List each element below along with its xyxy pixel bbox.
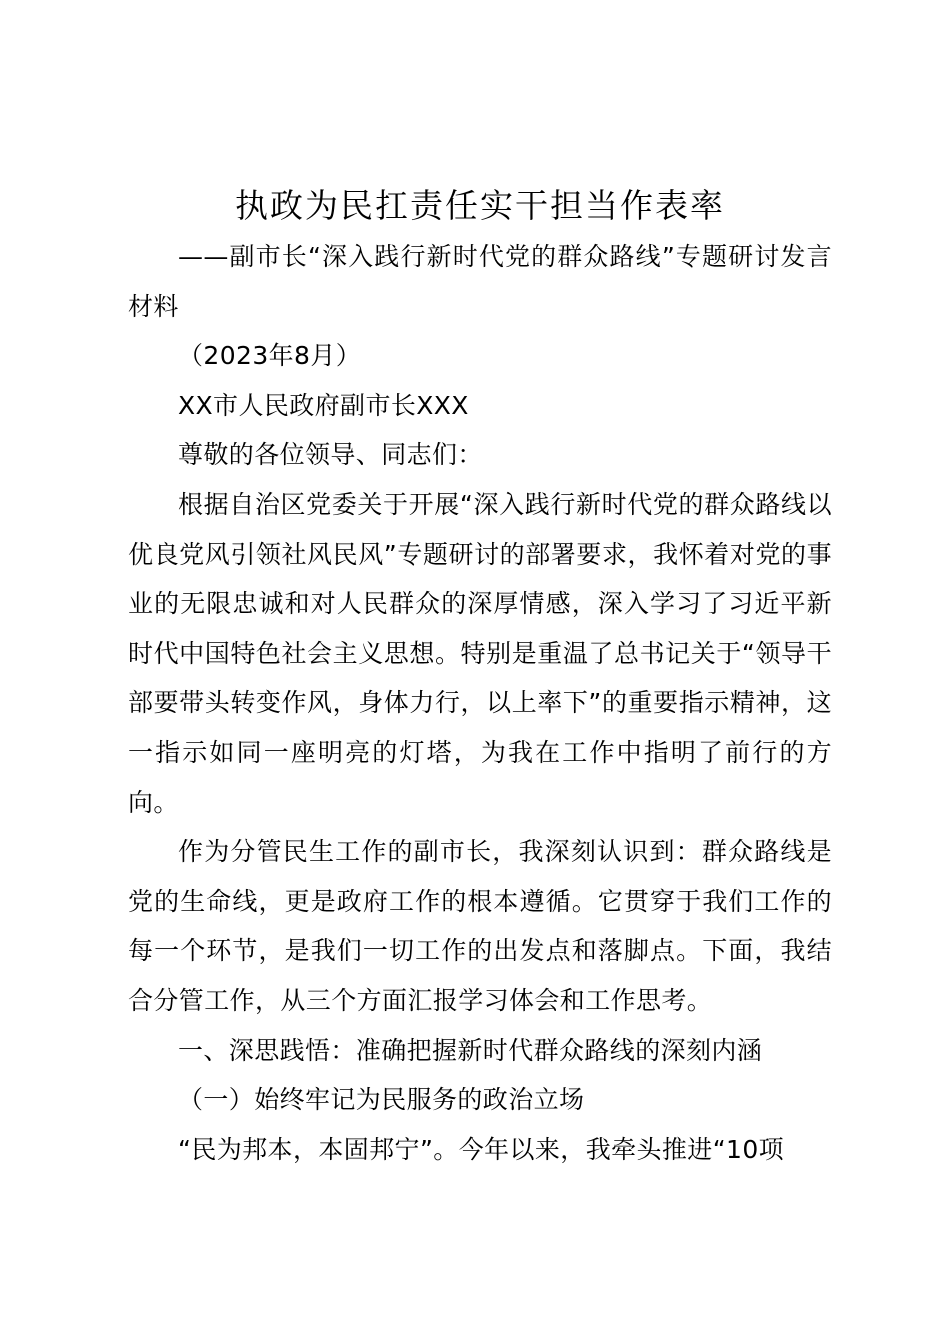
document-date: （2023年8月） [178, 341, 362, 371]
paragraph-intro: 根据自治区党委关于开展“深入践行新时代党的群众路线以优良党风引领社风民风”专题研讨的部署要求，我怀着对党的事业的无限忠诚和对人民群众的深厚情感，深入学习了习近平新时代中国特色社会主义思想。特别是重温了总书记关于“领导干部要带头转变作风，身体力行，以上率下”的重要指示精神，这一指示如同一座明亮的灯塔，为我在工作中指明了前行的方向。 [128, 489, 832, 817]
document-subtitle: ——副市长“深入践行新时代党的群众路线”专题研讨发言材料 [128, 242, 832, 321]
document-title: 执政为民扛责任实干担当作表率 [235, 186, 725, 225]
paragraph-continued: “民为邦本，本固邦宁”。今年以来，我牵头推进“10项 [178, 1134, 785, 1164]
paragraph-role: 作为分管民生工作的副市长，我深刻认识到：群众路线是党的生命线，更是政府工作的根本遵循。它贯穿于我们工作的每一个环节，是我们一切工作的出发点和落脚点。下面，我结合分管工作，从三个方面汇报学习体会和工作思考。 [128, 837, 832, 1015]
document-author: XX市人民政府副市长XXX [178, 390, 469, 420]
salutation: 尊敬的各位领导、同志们： [178, 440, 483, 470]
subsection-heading: （一）始终牢记为民服务的政治立场 [178, 1085, 585, 1115]
section-heading: 一、深思践悟：准确把握新时代群众路线的深刻内涵 [178, 1035, 763, 1065]
document-body [128, 180, 832, 1174]
